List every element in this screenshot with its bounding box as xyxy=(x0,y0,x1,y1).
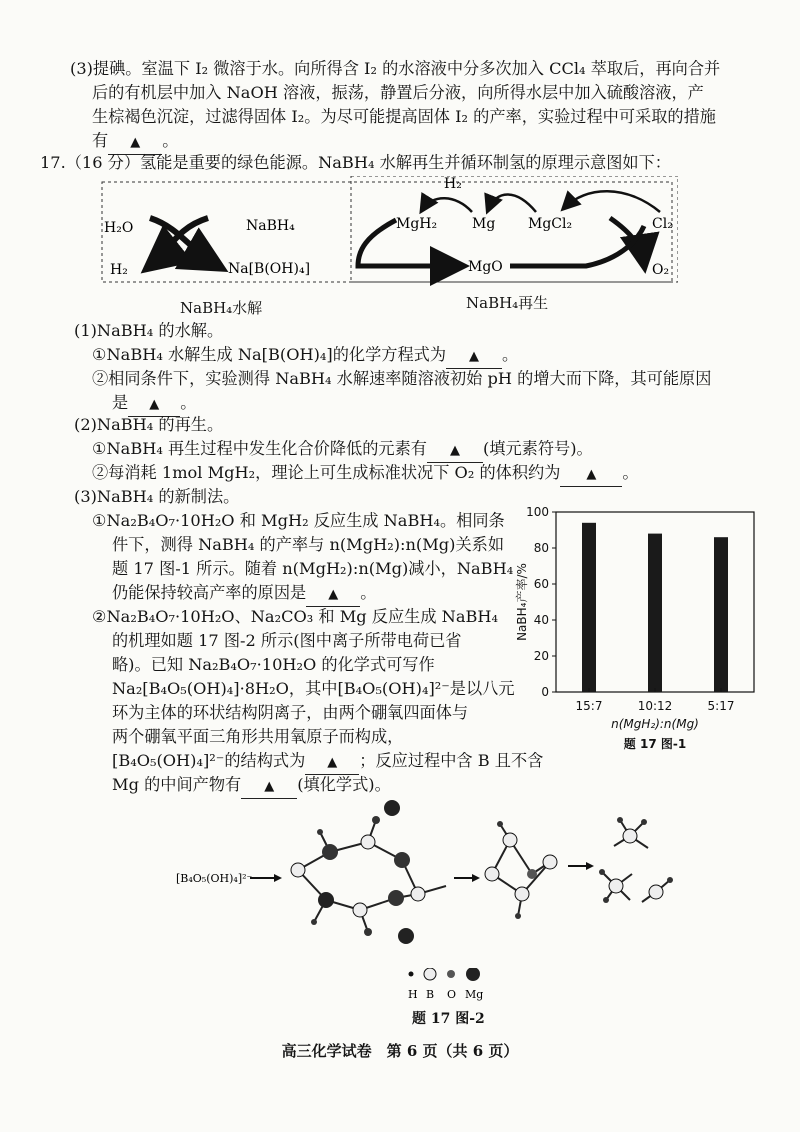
legend-b-label: B xyxy=(426,988,435,1001)
q16-3-line1: (3)提碘。室温下 I₂ 微溶于水。向所得含 I₂ 的水溶液中分多次加入 CCl₄ 萃取后，再向合并 xyxy=(70,59,721,78)
y-tick-label: 80 xyxy=(533,541,549,555)
legend-h-label: H xyxy=(408,988,418,1001)
part3-q2-line2: 的机理如题 17 图-2 所示(图中离子所带电荷已省 xyxy=(112,631,462,650)
mgh2-label: MgH₂ xyxy=(396,216,438,232)
nabh4-label: NaBH₄ xyxy=(246,218,295,234)
caption-regeneration: NaBH₄再生 xyxy=(466,294,549,312)
y-tick-label: 20 xyxy=(533,649,549,663)
part3-q2-line1: ②Na₂B₄O₇·10H₂O、Na₂CO₃ 和 Mg 反应生成 NaBH₄ xyxy=(92,607,498,626)
answer-blank[interactable]: ▲ xyxy=(560,464,622,487)
q16-3-line2: 后的有机层中加入 NaOH 溶液，振荡，静置后分液，向所得水层中加入硫酸溶液，产 xyxy=(92,83,704,102)
part2-q2: ②每消耗 1mol MgH₂，理论上可生成标准状况下 O₂ 的体积约为 ▲ 。 xyxy=(92,462,639,487)
part2-heading: (2)NaBH₄ 的再生。 xyxy=(74,415,224,434)
mg-label: Mg xyxy=(472,216,496,232)
bar-15-7 xyxy=(582,523,596,692)
q16-3-line3: 生棕褐色沉淀，过滤得固体 I₂。为尽可能提高固体 I₂ 的产率，实验过程中可采取的措施 xyxy=(92,107,716,126)
legend-o-label: O xyxy=(447,988,457,1001)
part3-q2-line8: Mg 的中间产物有 ▲ (填化学式)。 xyxy=(112,774,391,799)
legend-mg-label: Mg xyxy=(465,988,484,1001)
cluster-2 xyxy=(492,824,550,916)
mgo-label: MgO xyxy=(468,259,503,275)
part3-q2-line7: [B₄O₅(OH)₄]²⁻的结构式为 ▲ ；反应过程中含 B 且不含 xyxy=(112,750,543,775)
anion-label: [B₄O₅(OH)₄]²⁻ xyxy=(176,872,253,885)
legend-h-marker xyxy=(409,972,414,977)
o2-label: O₂ xyxy=(652,262,670,278)
legend-mg-marker xyxy=(466,968,480,981)
x-tick-label: 15:7 xyxy=(575,699,603,713)
chart-title: 题 17 图-1 xyxy=(623,737,687,751)
h2-top-label: H₂ xyxy=(444,176,462,192)
mgcl2-label: MgCl₂ xyxy=(528,216,573,232)
hydrogen-cycle-diagram xyxy=(96,176,678,288)
part3-q1-line1: ①Na₂B₄O₇·10H₂O 和 MgH₂ 反应生成 NaBH₄。相同条 xyxy=(92,511,505,530)
part3-q2-line3: 略)。已知 Na₂B₄O₇·10H₂O 的化学式可写作 xyxy=(112,655,435,674)
h2o-label: H₂O xyxy=(104,220,134,236)
part3-q1-line3: 题 17 图-1 所示。随着 n(MgH₂):n(Mg)减小，NaBH₄ xyxy=(112,559,514,578)
cl2-label: Cl₂ xyxy=(652,216,673,232)
y-tick-label: 100 xyxy=(526,505,549,519)
part1-heading: (1)NaBH₄ 的水解。 xyxy=(74,321,224,340)
x-tick-label: 10:12 xyxy=(637,699,673,713)
answer-blank[interactable]: ▲ xyxy=(128,394,180,417)
arrow-cl2-to-mgcl2 xyxy=(564,191,660,212)
yield-bar-chart xyxy=(512,500,762,762)
legend-b-marker xyxy=(424,968,436,980)
part3-q1-line2: 件下，测得 NaBH₄ 的产率与 n(MgH₂):n(Mg)关系如 xyxy=(112,535,505,554)
part3-heading: (3)NaBH₄ 的新制法。 xyxy=(74,487,240,506)
part1-q2-line2: 是 ▲ 。 xyxy=(112,392,196,417)
y-axis-label: NaBH₄产率/% xyxy=(515,563,529,641)
y-tick-label: 60 xyxy=(533,577,549,591)
part2-q1: ①NaBH₄ 再生过程中发生化合价降低的元素有 ▲ (填元素符号)。 xyxy=(92,438,593,463)
legend-o-marker xyxy=(447,970,455,978)
cluster-1-atoms xyxy=(291,800,425,944)
x-tick-label: 5:17 xyxy=(707,699,735,713)
y-tick-label: 0 xyxy=(541,685,549,699)
atom-legend xyxy=(405,968,495,1008)
answer-blank[interactable]: ▲ xyxy=(305,752,359,775)
answer-blank[interactable]: ▲ xyxy=(108,132,162,155)
figure2-caption: 题 17 图-2 xyxy=(412,1011,485,1027)
arrow-mgcl2-to-mg xyxy=(488,195,536,213)
part3-q2-line6: 两个硼氧平面三角形共用氧原子而构成， xyxy=(112,727,404,746)
answer-blank[interactable]: ▲ xyxy=(241,776,297,799)
answer-blank[interactable]: ▲ xyxy=(446,346,502,369)
answer-blank[interactable]: ▲ xyxy=(306,584,360,607)
arrow-mg-to-mgh2 xyxy=(422,198,472,212)
x-axis-label: n(MgH₂):n(Mg) xyxy=(611,717,699,731)
q16-3-line4: 有 ▲ 。 xyxy=(92,130,178,155)
part1-q2-line1: ②相同条件下，实验测得 NaBH₄ 水解速率随溶液初始 pH 的增大而下降，其可能原因 xyxy=(92,369,712,388)
nab-oh4-label: Na[B(OH)₄] xyxy=(228,261,311,277)
y-tick-label: 40 xyxy=(533,613,549,627)
part3-q2-line4: Na₂[B₄O₅(OH)₄]·8H₂O，其中[B₄O₅(OH)₄]²⁻是以八元 xyxy=(112,679,515,698)
bar-5-17 xyxy=(714,537,728,692)
answer-blank[interactable]: ▲ xyxy=(427,440,483,463)
bar-10-12 xyxy=(648,534,662,692)
h2-left-label: H₂ xyxy=(110,262,128,278)
page-footer: 高三化学试卷 第 6 页（共 6 页） xyxy=(281,1042,519,1060)
q17-intro: 17.（16 分）氢能是重要的绿色能源。NaBH₄ 水解再生并循环制氢的原理示意图如下： xyxy=(40,153,671,172)
arrow-h2o-to-h2 xyxy=(150,218,208,266)
part3-q1-line4: 仍能保持较高产率的原因是 ▲ 。 xyxy=(112,582,376,607)
part3-q2-line5: 环为主体的环状结构阴离子，由两个硼氧四面体与 xyxy=(112,703,469,722)
part1-q1: ①NaBH₄ 水解生成 Na[B(OH)₄]的化学方程式为 ▲ 。 xyxy=(92,344,518,369)
caption-hydrolysis: NaBH₄水解 xyxy=(180,299,263,317)
